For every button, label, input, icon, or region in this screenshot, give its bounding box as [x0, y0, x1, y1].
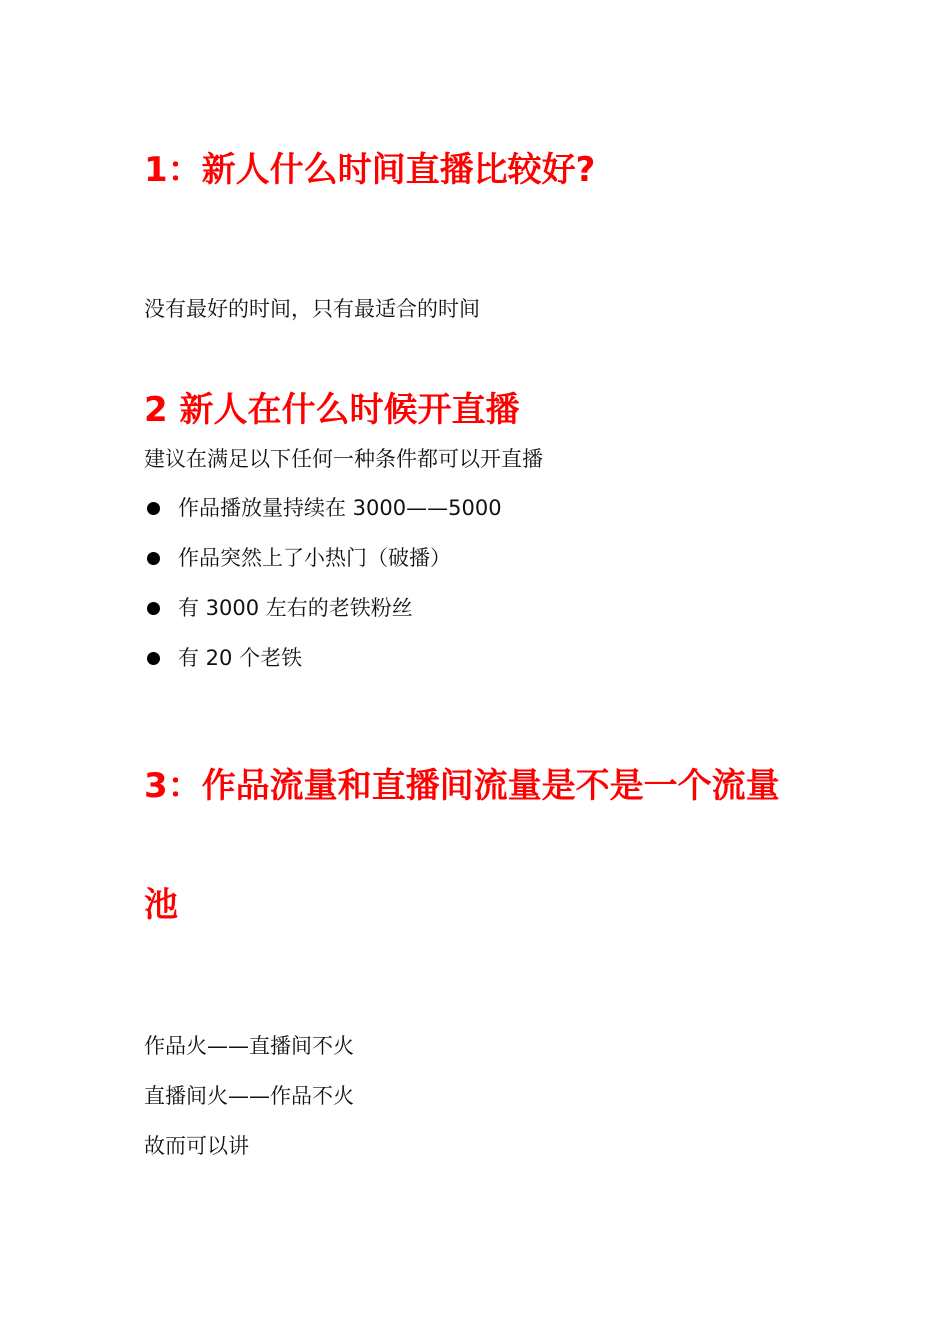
- section-2-heading: 2 新人在什么时候开直播: [144, 390, 520, 430]
- bullet-dot-icon: [147, 552, 160, 565]
- bullet-dot-icon: [147, 502, 160, 515]
- section-3-paragraph: 作品火——直播间不火: [144, 1034, 354, 1058]
- section-2-intro: 建议在满足以下任何一种条件都可以开直播: [144, 447, 543, 471]
- list-item-text: 作品播放量持续在 3000——5000: [178, 496, 502, 520]
- condition-list: [144, 493, 502, 693]
- section-3-heading-line-2: 池: [144, 885, 178, 925]
- section-3-paragraph: 直播间火——作品不火: [144, 1084, 354, 1108]
- list-item: [144, 593, 502, 643]
- list-item: [144, 643, 502, 693]
- list-item-text: 有 3000 左右的老铁粉丝: [178, 596, 413, 620]
- list-item: [144, 493, 502, 543]
- section-3-paragraph: 故而可以讲: [144, 1134, 249, 1158]
- list-item-text: 作品突然上了小热门（破播）: [178, 546, 451, 570]
- bullet-dot-icon: [147, 652, 160, 665]
- section-3-heading-line-1: 3：作品流量和直播间流量是不是一个流量: [144, 766, 780, 806]
- list-item-text: 有 20 个老铁: [178, 646, 303, 670]
- section-1-heading: 1：新人什么时间直播比较好?: [144, 150, 596, 190]
- bullet-dot-icon: [147, 602, 160, 615]
- list-item: [144, 543, 502, 593]
- section-1-paragraph: 没有最好的时间，只有最适合的时间: [144, 297, 480, 321]
